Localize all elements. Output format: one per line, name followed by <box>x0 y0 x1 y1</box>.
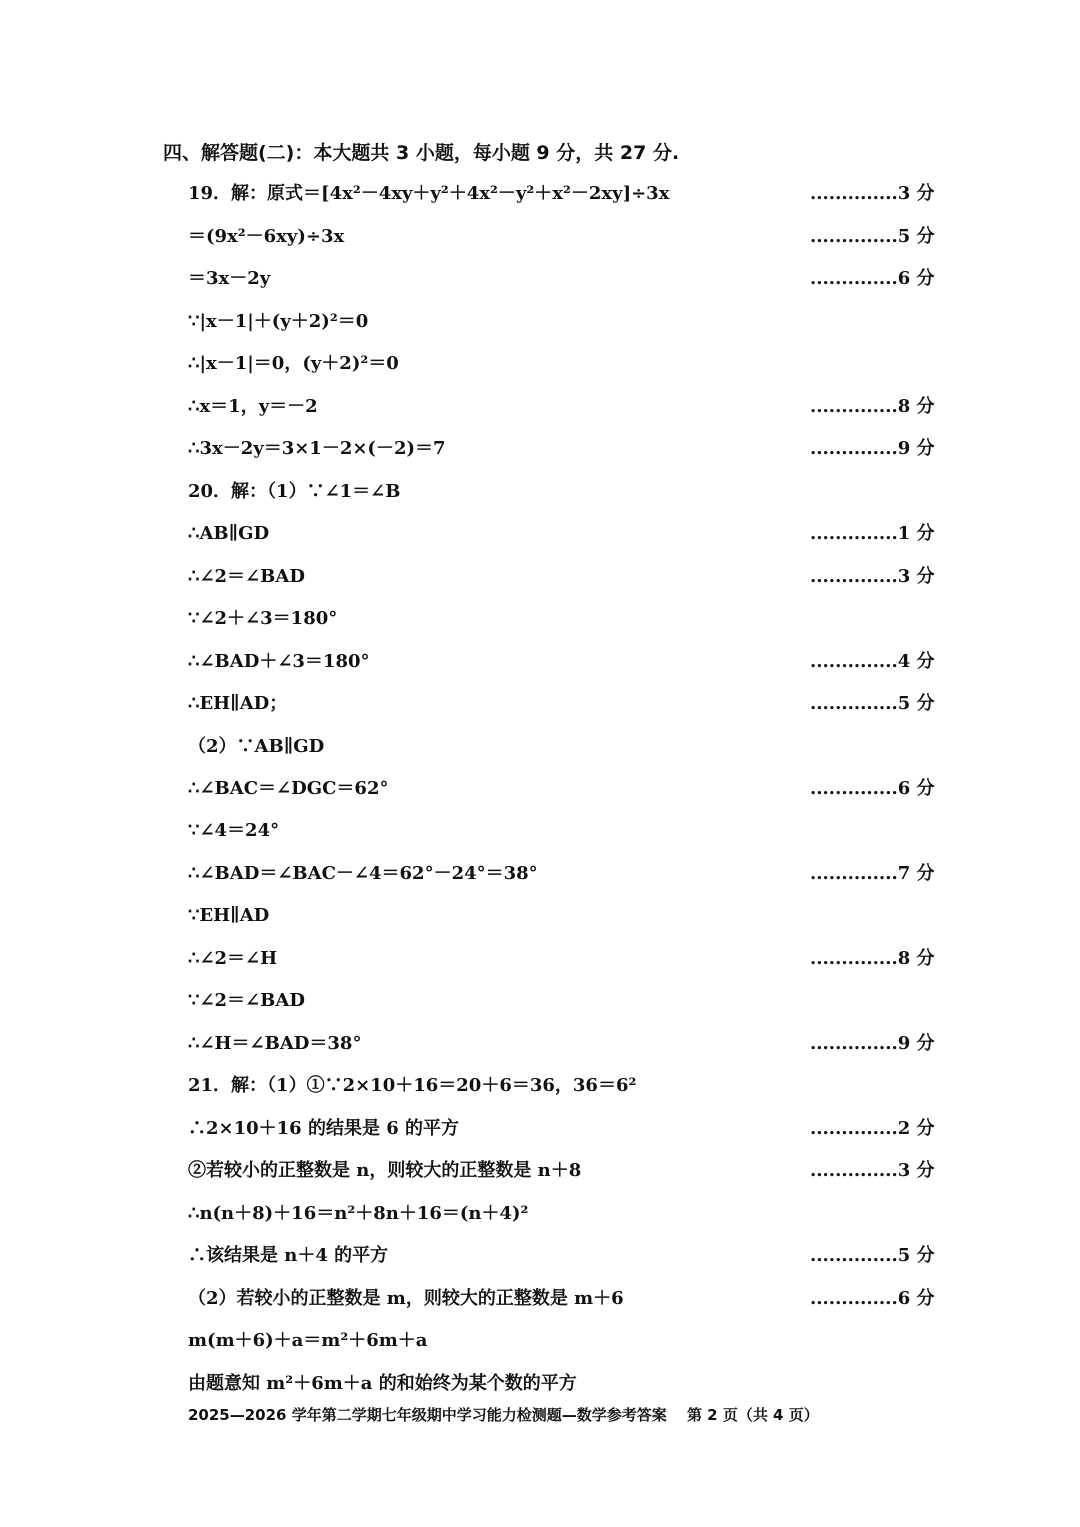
answer-line <box>188 392 935 422</box>
score-mark: ..............6 分 <box>810 1288 935 1309</box>
answer-line <box>188 774 935 804</box>
score-mark: ..............9 分 <box>810 1033 935 1054</box>
answer-text: 21．解：（1）①∵2×10＋16＝20＋6＝36，36＝6² <box>188 1075 637 1096</box>
score-mark: ..............5 分 <box>810 1245 935 1266</box>
answer-line <box>188 477 918 507</box>
answer-line <box>188 1284 935 1314</box>
answer-line <box>188 944 935 974</box>
answer-text: 20．解：（1）∵∠1＝∠B <box>188 481 401 502</box>
score-mark: ..............1 分 <box>810 523 935 544</box>
answer-line <box>188 1241 935 1271</box>
answer-line <box>188 986 918 1016</box>
answer-line <box>188 264 935 294</box>
answer-text: ∴∠BAD＋∠3＝180° <box>188 651 370 672</box>
score-mark: ..............9 分 <box>810 438 935 459</box>
answer-line <box>188 1199 918 1229</box>
answer-line <box>188 816 918 846</box>
answer-line <box>188 1071 918 1101</box>
score-mark: ..............6 分 <box>810 268 935 289</box>
answer-text: ②若较小的正整数是 n，则较大的正整数是 n＋8 <box>188 1160 582 1181</box>
answer-line <box>188 1369 918 1399</box>
score-mark: ..............2 分 <box>810 1118 935 1139</box>
answer-text: ＝(9x²－6xy)÷3x <box>188 226 345 247</box>
answer-line <box>188 179 935 209</box>
answer-line <box>188 1029 935 1059</box>
answer-text: ∵EH∥AD <box>188 905 270 926</box>
section-heading: 四、解答题(二)：本大题共 3 小题，每小题 9 分，共 27 分. <box>163 142 680 164</box>
answer-line <box>188 434 935 464</box>
answer-text: ∴|x－1|＝0，(y＋2)²＝0 <box>188 353 399 374</box>
answer-line <box>188 689 935 719</box>
answer-line <box>188 604 918 634</box>
answer-text: ∴AB∥GD <box>188 523 270 544</box>
answer-text: ∵∠4＝24° <box>188 820 280 841</box>
score-mark: ..............8 分 <box>810 396 935 417</box>
answer-line <box>188 1156 935 1186</box>
score-mark: ..............3 分 <box>810 1160 935 1181</box>
answer-line <box>188 519 935 549</box>
answer-line <box>188 349 918 379</box>
answer-text: （2）若较小的正整数是 m，则较大的正整数是 m＋6 <box>188 1288 624 1309</box>
answer-text: 19．解：原式＝[4x²－4xy＋y²＋4x²－y²＋x²－2xy]÷3x <box>188 183 670 204</box>
answer-text: ∴该结果是 n＋4 的平方 <box>188 1245 389 1266</box>
answer-text: m(m＋6)＋a＝m²＋6m＋a <box>188 1330 428 1351</box>
answer-text: ∴∠BAD＝∠BAC－∠4＝62°－24°＝38° <box>188 863 538 884</box>
answer-line <box>188 647 935 677</box>
score-mark: ..............7 分 <box>810 863 935 884</box>
score-mark: ..............8 分 <box>810 948 935 969</box>
answer-line <box>188 901 918 931</box>
answer-line <box>188 1114 935 1144</box>
score-mark: ..............4 分 <box>810 651 935 672</box>
answer-text: ∵|x－1|＋(y＋2)²＝0 <box>188 311 369 332</box>
answer-text: ∴∠BAC＝∠DGC＝62° <box>188 778 389 799</box>
answer-text: 由题意知 m²＋6m＋a 的和始终为某个数的平方 <box>188 1373 577 1394</box>
score-mark: ..............3 分 <box>810 566 935 587</box>
answer-text: ∴x＝1，y＝－2 <box>188 396 318 417</box>
answer-text: ∴EH∥AD； <box>188 693 288 714</box>
answer-line <box>188 859 935 889</box>
answer-line <box>188 732 918 762</box>
answer-line <box>188 562 935 592</box>
score-mark: ..............5 分 <box>810 693 935 714</box>
answer-line <box>188 222 935 252</box>
answer-line <box>188 307 918 337</box>
score-mark: ..............3 分 <box>810 183 935 204</box>
answer-text: ∵∠2＝∠BAD <box>188 990 305 1011</box>
answer-text: ∴n(n＋8)＋16＝n²＋8n＋16＝(n＋4)² <box>188 1203 529 1224</box>
answer-text: ∴2×10＋16 的结果是 6 的平方 <box>188 1118 460 1139</box>
answer-text: ∵∠2＋∠3＝180° <box>188 608 338 629</box>
answer-text: ∴∠2＝∠BAD <box>188 566 305 587</box>
score-mark: ..............6 分 <box>810 778 935 799</box>
answer-text: ∴3x－2y＝3×1－2×(－2)＝7 <box>188 438 446 459</box>
answer-text: ∴∠2＝∠H <box>188 948 278 969</box>
page-footer: 2025—2026 学年第二学期七年级期中学习能力检测题—数学参考答案 第 2 页（共 4 页） <box>188 1406 819 1424</box>
answer-text: ＝3x－2y <box>188 268 271 289</box>
answer-text: ∴∠H＝∠BAD＝38° <box>188 1033 362 1054</box>
answer-text: （2）∵AB∥GD <box>188 736 325 757</box>
answer-line <box>188 1326 918 1356</box>
score-mark: ..............5 分 <box>810 226 935 247</box>
